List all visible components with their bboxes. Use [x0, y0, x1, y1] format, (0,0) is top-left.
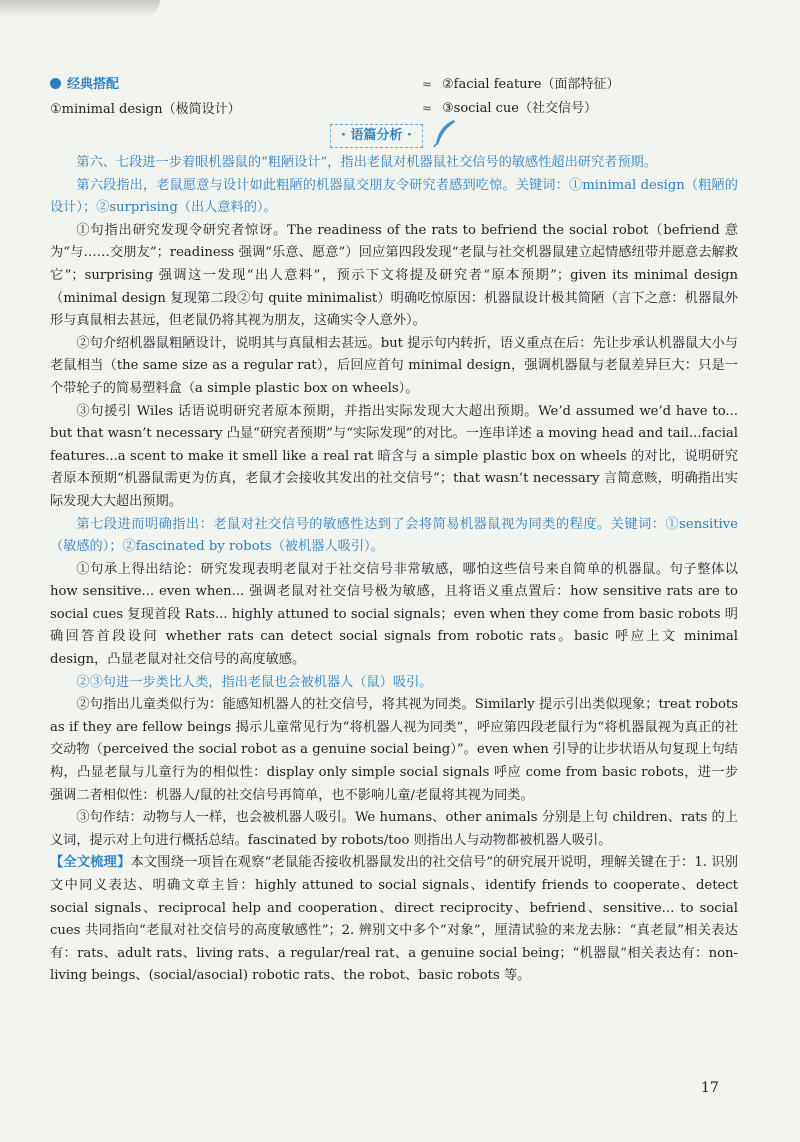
- summary-text: 本文围绕一项旨在观察“老鼠能否接收机器鼠发出的社交信号”的研究展开说明，理解关键在于：1. 识别文中同义表达、明确文章主旨：highly attuned to social signals、identify friends to cooperate、detect social signals、reciprocal help and cooperation、direct reciprocity、befriend、sensitive... to social cues 共同指向“老鼠对社交信号的高度敏感性”；2. 辨别文中多个“对象”，厘清试验的来龙去脉：“真老鼠”相关表达有：rats、adult rats、living rats、a regular/real rat、a genuine social being；“机器鼠”相关表达有：non-living beings、(social/asocial) robotic rats、the robot、basic robots 等。: [50, 855, 738, 984]
- paragraph-s7-sentence2: ②句指出儿童类似行为：能感知机器人的社交信号，将其视为同类。Similarly 提示引出类似现象；treat robots as if they are fellow beings 揭示儿童常见行为“将机器人视为同类”，呼应第四段老鼠行为“将机器鼠视为真正的社交动物（perceived the social robot as a genuine social being）”。even when 引导的让步状语从句复现上句结构，凸显老鼠与儿童行为的相似性：display only simple social signals 呼应 come from basic robots，进一步强调二者相似性：机器人/鼠的社交信号再简单，也不影响儿童/老鼠将其视为同类。: [50, 697, 738, 803]
- paragraph-s7-sentence23: ②③句进一步类比人类，指出老鼠也会被机器人（鼠）吸引。: [76, 674, 433, 690]
- collocation-box: [50, 73, 750, 123]
- collocation-heading: [50, 73, 119, 92]
- paragraph-s6-sentence2: ②句介绍机器鼠粗陋设计，说明其与真鼠相去甚远。but 提示句内转折，语义重点在后：先让步承认机器鼠大小与老鼠相当（the same size as a regular rat），后回应首句 minimal design，强调机器鼠与老鼠差异巨大：只是一个带轮子的简易塑料盒（a simple plastic box on wheels）。: [50, 335, 738, 396]
- summary-tag: 【全文梳理】: [50, 855, 131, 871]
- quill-pen-icon: [432, 118, 458, 148]
- paragraph-overview: 第六、七段进一步着眼机器鼠的“粗陋设计”，指出老鼠对机器鼠社交信号的敏感性超出研究者预期。: [76, 155, 657, 170]
- analysis-body: [50, 152, 738, 988]
- page-number: 17: [701, 1080, 719, 1096]
- scan-shadow: [0, 0, 160, 18]
- squiggle-divider-icon: ≈: [422, 101, 433, 115]
- paragraph-s7-sentence1: ①句承上得出结论：研究发现表明老鼠对于社交信号非常敏感，哪怕这些信号来自简单的机器鼠。句子整体以 how sensitive... even when... 强调老鼠对社交信号极为敏感，且将语义重点置后：how sensitive rats are to social cues 复现首段 Rats... highly attuned to social signals；even when they come from basic robots 明确回答首段设问 whether rats can detect social signals from robotic rats。basic 呼应上文 minimal design，凸显老鼠对社交信号的高度敏感。: [50, 561, 738, 668]
- paragraph-s6-sentence3: ③句援引 Wiles 话语说明研究者原本预期，并指出实际发现大大超出预期。We’d assumed we’d have to... but that wasn’t necessary 凸显“研究者预期”与“实际发现”的对比。一连串详述 a moving head and tail...facial features...a scent to make it smell like a real rat 暗含与 a simple plastic box on wheels 的对比，说明研究者原本预期“机器鼠需更为仿真，老鼠才会接收其发出的社交信号”；that wasn’t necessary 言简意赅，明确指出实际发现大大超出预期。: [50, 403, 738, 509]
- collocation-heading-text: 经典搭配: [67, 77, 120, 92]
- bullet-dot-icon: [50, 78, 61, 89]
- paragraph-s6-sentence1: ①句指出研究发现令研究者惊讶。The readiness of the rats to befriend the social robot（befriend 意为“与……交朋友”；readiness 强调“乐意、愿意”）回应第四段发现“老鼠与社交机器鼠建立起情感纽带并愿意去解救它”；surprising 强调这一发现“出人意料”，预示下文将提及研究者“原本预期”；given its minimal design（minimal design 复现第二段②句 quite minimalist）明确吃惊原因：机器鼠设计极其简陋（言下之意：机器鼠外形与真鼠相去甚远，但老鼠仍将其视为朋友，这确实令人意外）。: [50, 222, 738, 329]
- collocation-item-1: ①minimal design（极简设计）: [50, 102, 241, 117]
- paragraph-s7-sentence3: ③句作结：动物与人一样，也会被机器人吸引。We humans、other animals 分别是上句 children、rats 的上义词，提示对上句进行概括总结。fascinated by robots/too 则指出人与动物都被机器人吸引。: [50, 810, 738, 848]
- collocation-right-column: [422, 73, 619, 121]
- section-title: · 语篇分析 ·: [330, 124, 423, 148]
- collocation-item-3: ③social cue（社交信号）: [442, 101, 597, 116]
- paragraph-section6-intro: 第六段指出，老鼠愿意与设计如此粗陋的机器鼠交朋友令研究者感到吃惊。关键词：①minimal design（粗陋的设计）；②surprising（出人意料的）。: [50, 177, 738, 216]
- collocation-item-2: ②facial feature（面部特征）: [442, 77, 620, 92]
- squiggle-divider-icon: ≈: [422, 77, 433, 91]
- paragraph-summary: [50, 852, 738, 988]
- paragraph-section7-intro: 第七段进而明确指出：老鼠对社交信号的敏感性达到了会将简易机器鼠视为同类的程度。关键词：①sensitive（敏感的）；②fascinated by robots（被机器人吸引）。: [50, 516, 738, 555]
